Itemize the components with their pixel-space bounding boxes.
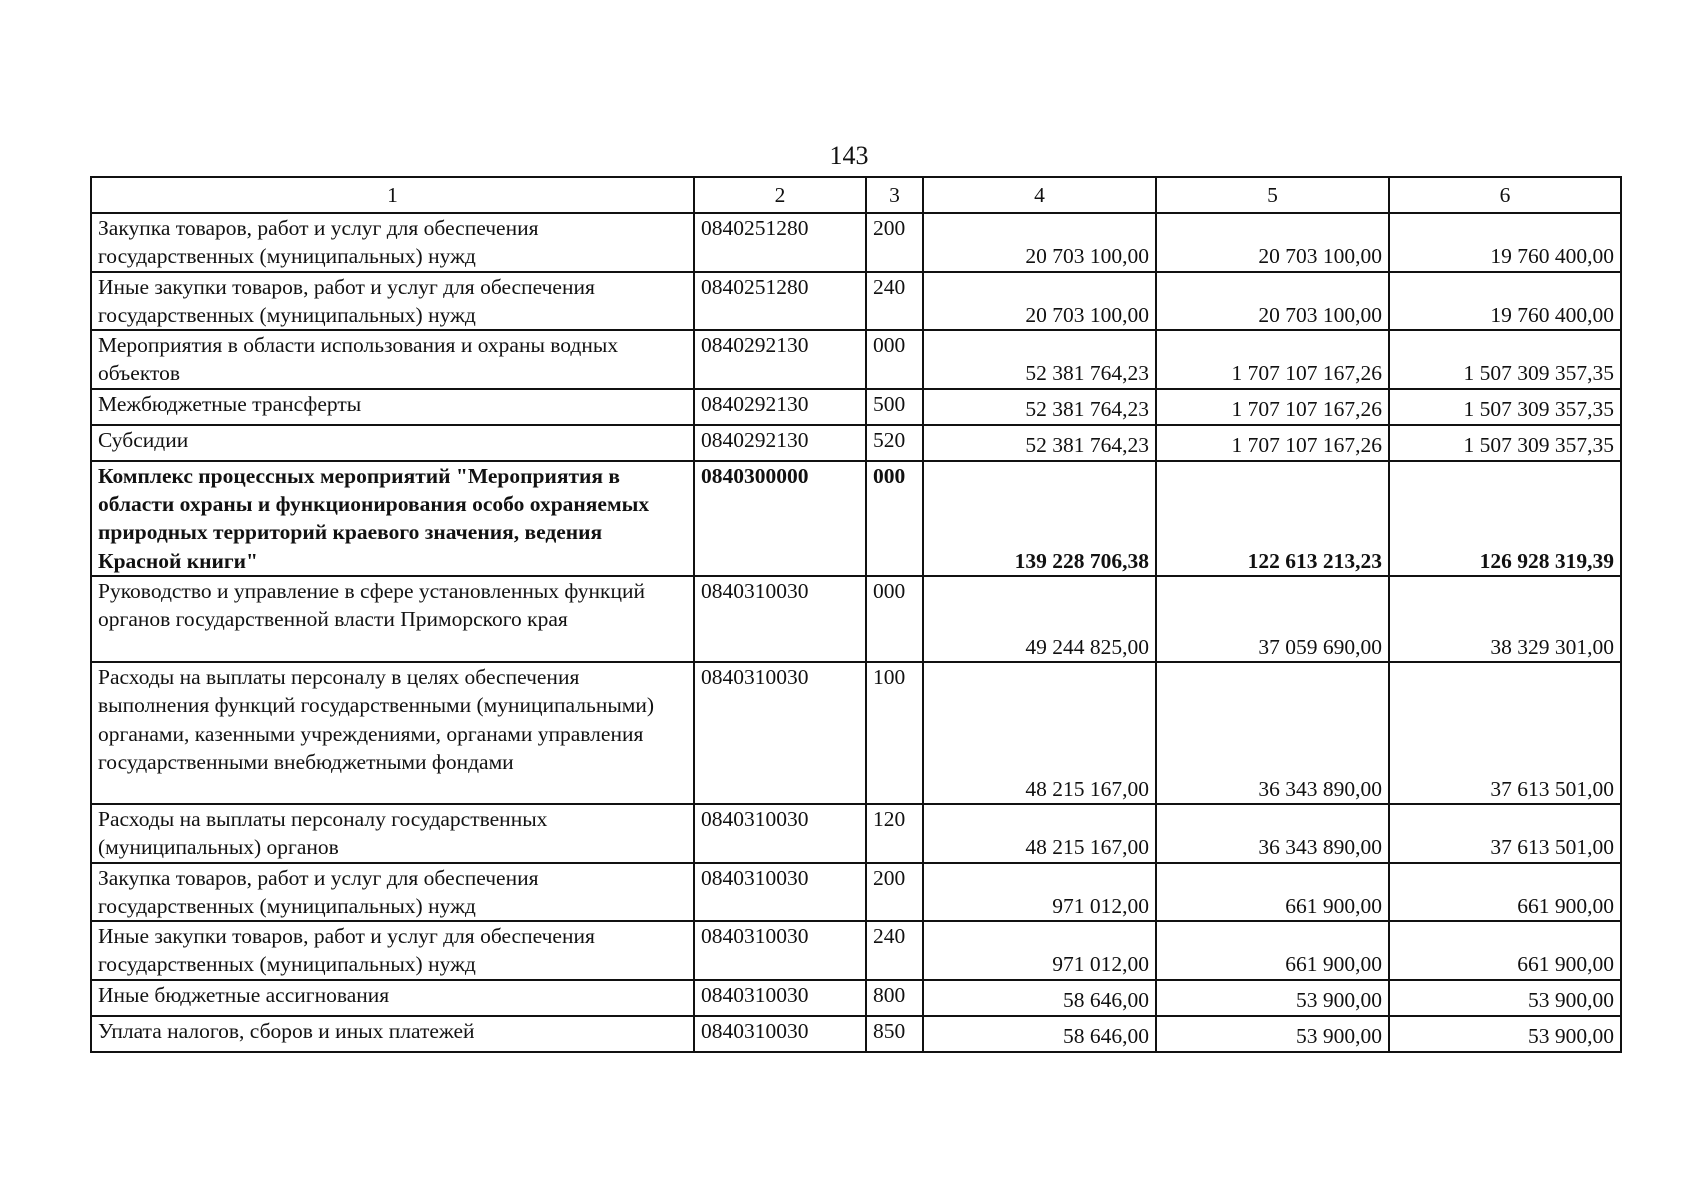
row-value-5: 122 613 213,23: [1156, 461, 1389, 576]
row-value-6: 19 760 400,00: [1389, 213, 1621, 272]
row-type: 800: [866, 980, 923, 1016]
row-value-4: 52 381 764,23: [923, 425, 1156, 461]
table-header-row: [91, 177, 1621, 213]
row-name: Уплата налогов, сборов и иных платежей: [91, 1016, 694, 1052]
row-value-5: 1 707 107 167,26: [1156, 330, 1389, 389]
row-value-6: 126 928 319,39: [1389, 461, 1621, 576]
row-value-4: 139 228 706,38: [923, 461, 1156, 576]
row-value-6: 19 760 400,00: [1389, 272, 1621, 331]
table-row-section: [91, 461, 1621, 576]
row-name: Закупка товаров, работ и услуг для обеспечения государственных (муниципальных) нужд: [91, 213, 694, 272]
row-type: 000: [866, 461, 923, 576]
row-value-4: 52 381 764,23: [923, 330, 1156, 389]
column-header-5: 5: [1156, 177, 1389, 213]
page-number: 143: [829, 141, 869, 170]
table-row: [91, 980, 1621, 1016]
row-value-4: 58 646,00: [923, 1016, 1156, 1052]
row-value-5: 20 703 100,00: [1156, 213, 1389, 272]
row-code: 0840251280: [694, 213, 866, 272]
row-value-6: 53 900,00: [1389, 1016, 1621, 1052]
row-value-4: 48 215 167,00: [923, 804, 1156, 863]
row-name: Иные закупки товаров, работ и услуг для обеспечения государственных (муниципальных) нужд: [91, 272, 694, 331]
row-type: 850: [866, 1016, 923, 1052]
row-code: 0840292130: [694, 425, 866, 461]
row-value-6: 661 900,00: [1389, 921, 1621, 980]
row-code: 0840310030: [694, 863, 866, 922]
row-name: Расходы на выплаты персоналу государственных (муниципальных) органов: [91, 804, 694, 863]
row-value-6: 1 507 309 357,35: [1389, 425, 1621, 461]
row-type: 000: [866, 576, 923, 662]
row-value-6: 53 900,00: [1389, 980, 1621, 1016]
table-row: [91, 330, 1621, 389]
column-header-3: 3: [866, 177, 923, 213]
row-value-4: 49 244 825,00: [923, 576, 1156, 662]
table-row: [91, 389, 1621, 425]
row-type: 240: [866, 272, 923, 331]
table-row: [91, 1016, 1621, 1052]
row-value-5: 661 900,00: [1156, 863, 1389, 922]
row-name: Мероприятия в области использования и охраны водных объектов: [91, 330, 694, 389]
row-value-5: 36 343 890,00: [1156, 804, 1389, 863]
column-header-2: 2: [694, 177, 866, 213]
table-row: [91, 863, 1621, 922]
row-code: 0840310030: [694, 921, 866, 980]
row-value-4: 20 703 100,00: [923, 272, 1156, 331]
row-type: 100: [866, 662, 923, 804]
budget-table: [90, 176, 1622, 1053]
table-row: [91, 662, 1621, 804]
row-value-4: 52 381 764,23: [923, 389, 1156, 425]
table-row: [91, 425, 1621, 461]
row-value-4: 48 215 167,00: [923, 662, 1156, 804]
row-type: 000: [866, 330, 923, 389]
row-code: 0840310030: [694, 804, 866, 863]
row-type: 520: [866, 425, 923, 461]
row-value-6: 37 613 501,00: [1389, 804, 1621, 863]
row-value-5: 53 900,00: [1156, 980, 1389, 1016]
row-value-5: 36 343 890,00: [1156, 662, 1389, 804]
row-value-4: 971 012,00: [923, 921, 1156, 980]
row-type: 500: [866, 389, 923, 425]
row-value-5: 37 059 690,00: [1156, 576, 1389, 662]
column-header-1: 1: [91, 177, 694, 213]
row-name: Руководство и управление в сфере установленных функций органов государственной власти Приморского края: [91, 576, 694, 662]
row-value-6: 37 613 501,00: [1389, 662, 1621, 804]
table-row: [91, 576, 1621, 662]
row-code: 0840310030: [694, 662, 866, 804]
row-code: 0840310030: [694, 980, 866, 1016]
row-value-5: 20 703 100,00: [1156, 272, 1389, 331]
row-value-5: 661 900,00: [1156, 921, 1389, 980]
row-value-5: 1 707 107 167,26: [1156, 425, 1389, 461]
table-row: [91, 213, 1621, 272]
row-code: 0840292130: [694, 389, 866, 425]
column-header-4: 4: [923, 177, 1156, 213]
row-name: Комплекс процессных мероприятий "Мероприятия в области охраны и функционирования особо охраняемых природных территорий краевого значения, ведения Красной книги": [91, 461, 694, 576]
row-value-6: 661 900,00: [1389, 863, 1621, 922]
row-name: Субсидии: [91, 425, 694, 461]
row-code: 0840310030: [694, 1016, 866, 1052]
row-value-6: 1 507 309 357,35: [1389, 389, 1621, 425]
row-value-4: 971 012,00: [923, 863, 1156, 922]
row-value-5: 1 707 107 167,26: [1156, 389, 1389, 425]
column-header-6: 6: [1389, 177, 1621, 213]
row-type: 120: [866, 804, 923, 863]
row-code: 0840300000: [694, 461, 866, 576]
table-row: [91, 272, 1621, 331]
row-code: 0840251280: [694, 272, 866, 331]
row-code: 0840310030: [694, 576, 866, 662]
row-type: 200: [866, 863, 923, 922]
row-name: Иные закупки товаров, работ и услуг для обеспечения государственных (муниципальных) нужд: [91, 921, 694, 980]
row-name: Межбюджетные трансферты: [91, 389, 694, 425]
row-name: Иные бюджетные ассигнования: [91, 980, 694, 1016]
row-code: 0840292130: [694, 330, 866, 389]
row-name: Закупка товаров, работ и услуг для обеспечения государственных (муниципальных) нужд: [91, 863, 694, 922]
row-value-6: 38 329 301,00: [1389, 576, 1621, 662]
row-name: Расходы на выплаты персоналу в целях обеспечения выполнения функций государственными (муниципальными) органами, казенными учреждениями, органами управления государственными внебюджетными фондами: [91, 662, 694, 804]
row-value-4: 20 703 100,00: [923, 213, 1156, 272]
row-value-6: 1 507 309 357,35: [1389, 330, 1621, 389]
row-type: 240: [866, 921, 923, 980]
table-row: [91, 804, 1621, 863]
table-row: [91, 921, 1621, 980]
row-value-5: 53 900,00: [1156, 1016, 1389, 1052]
row-type: 200: [866, 213, 923, 272]
row-value-4: 58 646,00: [923, 980, 1156, 1016]
